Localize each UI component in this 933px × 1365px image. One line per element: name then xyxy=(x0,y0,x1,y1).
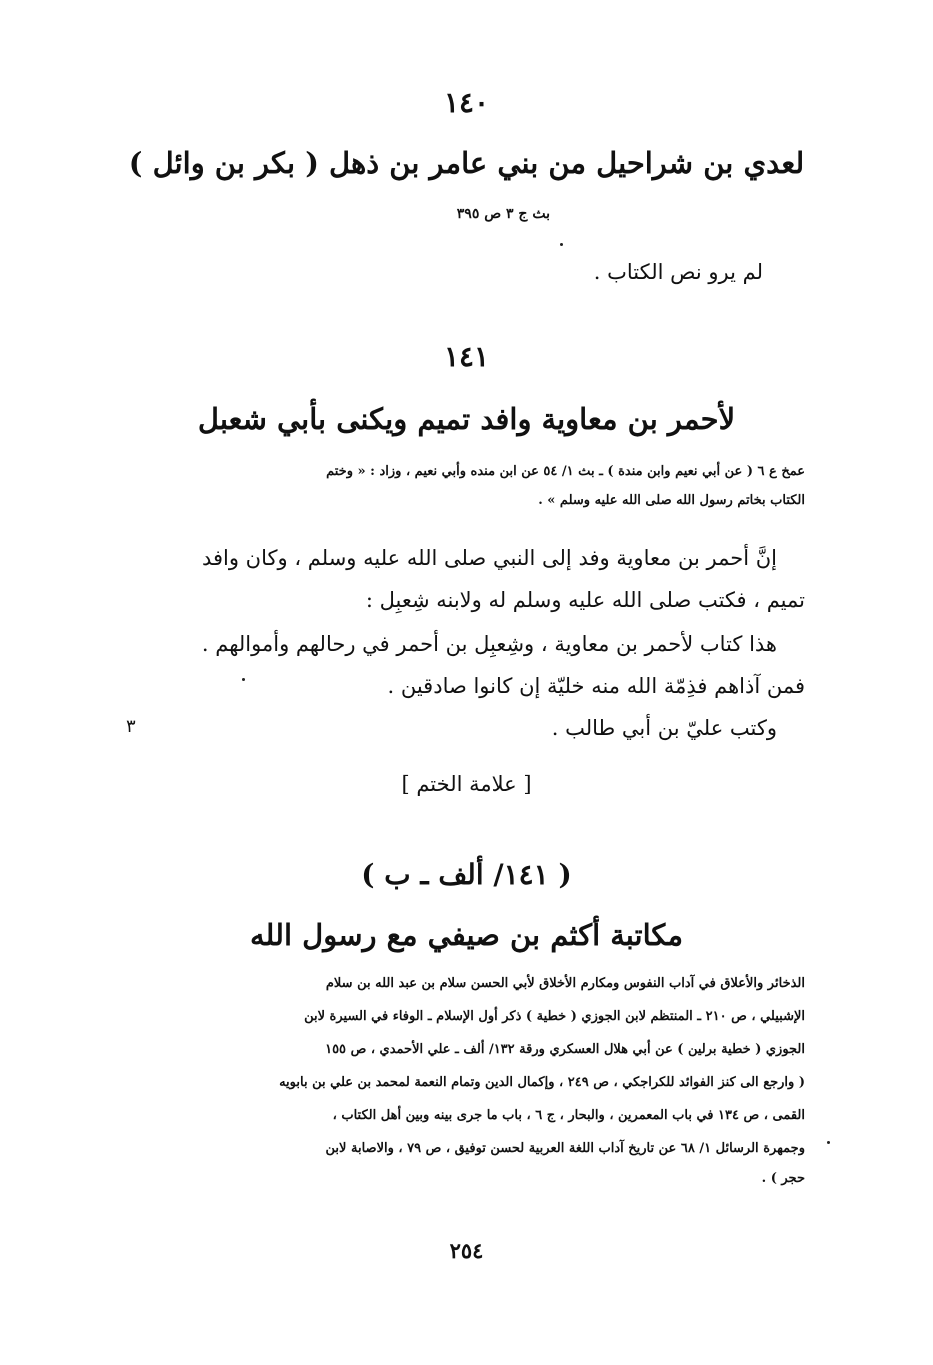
entry-140-text: لم يرو نص الكتاب . xyxy=(593,260,763,284)
page-number: ٢٥٤ xyxy=(449,1238,484,1263)
entry-141-source-line: الكتاب بخاتم رسول الله صلى الله عليه وسلم » . xyxy=(538,493,805,508)
entry-141-number: ١٤١ xyxy=(443,340,490,373)
entry-141-title: لأحمر بن معاوية وافد تميم ويكنى بأبي شعبل xyxy=(197,402,736,436)
entry-141-body-line: هذا كتاب لأحمر بن معاوية ، وشِعبِل بن أحمر في رحالهم وأموالهم . xyxy=(201,632,777,656)
entry-141b-title: مكاتبة أكثم بن صيفي مع رسول الله xyxy=(250,918,683,952)
entry-140-title: لعدي بن شراحيل من بني عامر بن ذهل ( بكر بن وائل ) xyxy=(128,146,805,180)
entry-141-body-line: فمن آذاهم فذِمّة الله منه خليّة إن كانوا صادقين . xyxy=(387,674,805,698)
entry-141b-source-line: وجمهرة الرسائل ١/ ٦٨ عن تاريخ آداب اللغة العربية لحسن توفيق ، ص ٧٩ ، والاصابة لابن xyxy=(325,1141,805,1156)
entry-141b-source-line: حجر ) . xyxy=(761,1171,805,1186)
entry-141b-source-line: ( وارجع الى كنز الفوائد للكراجكي ، ص ٢٤٩ ، وإكمال الدين وتمام النعمة لمحمد بن علي بن بابويه xyxy=(279,1075,805,1090)
entry-141b-source-line: القمى ، ص ١٣٤ في باب المعمرين ، والبحار ، ج ٦ ، باب ما جرى بينه وبين أهل الكتاب ، xyxy=(332,1108,805,1123)
entry-140-number: ١٤٠ xyxy=(443,86,490,119)
entry-141-body-line: تميم ، فكتب صلى الله عليه وسلم له ولابنه شِعبِل : xyxy=(365,588,805,612)
entry-141b-source-line: الجوزي ( خطية برلين ) عن أبي هلال العسكري ورقة ١٣٢/ ألف ـ علي الأحمدي ، ص ١٥٥ xyxy=(325,1042,805,1057)
margin-number: ٣ xyxy=(126,716,136,737)
seal-mark: [ علامة الختم ] xyxy=(401,772,532,796)
scan-speck xyxy=(560,243,563,246)
entry-141-body-line: وكتب عليّ بن أبي طالب . xyxy=(551,716,777,740)
scan-speck xyxy=(827,1141,830,1144)
entry-140-source: بث ج ٣ ص ٣٩٥ xyxy=(456,206,550,222)
scan-speck xyxy=(242,678,245,681)
entry-141-body-line: إنَّ أحمر بن معاوية وفد إلى النبي صلى الله عليه وسلم ، وكان وافد xyxy=(201,546,777,570)
entry-141-source-line: عمخ ع ٦ ( عن أبي نعيم وابن مندة ) ـ بث ١/ ٥٤ عن ابن منده وأبي نعيم ، وزاد : « وختم xyxy=(326,464,805,479)
entry-141b-source-line: الإشبيلي ، ص ٢١٠ ـ المنتظم لابن الجوزي ( خطية ) ذكر أول الإسلام ـ الوفاء في السيرة لابن xyxy=(304,1009,805,1024)
entry-141b-number: ( ١٤١/ ألف ـ ب ) xyxy=(361,858,572,891)
entry-141b-source-line: الذخائر والأعلاق في آداب النفوس ومكارم الأخلاق لأبي الحسن سلام بن عبد الله بن سلام xyxy=(325,976,805,991)
